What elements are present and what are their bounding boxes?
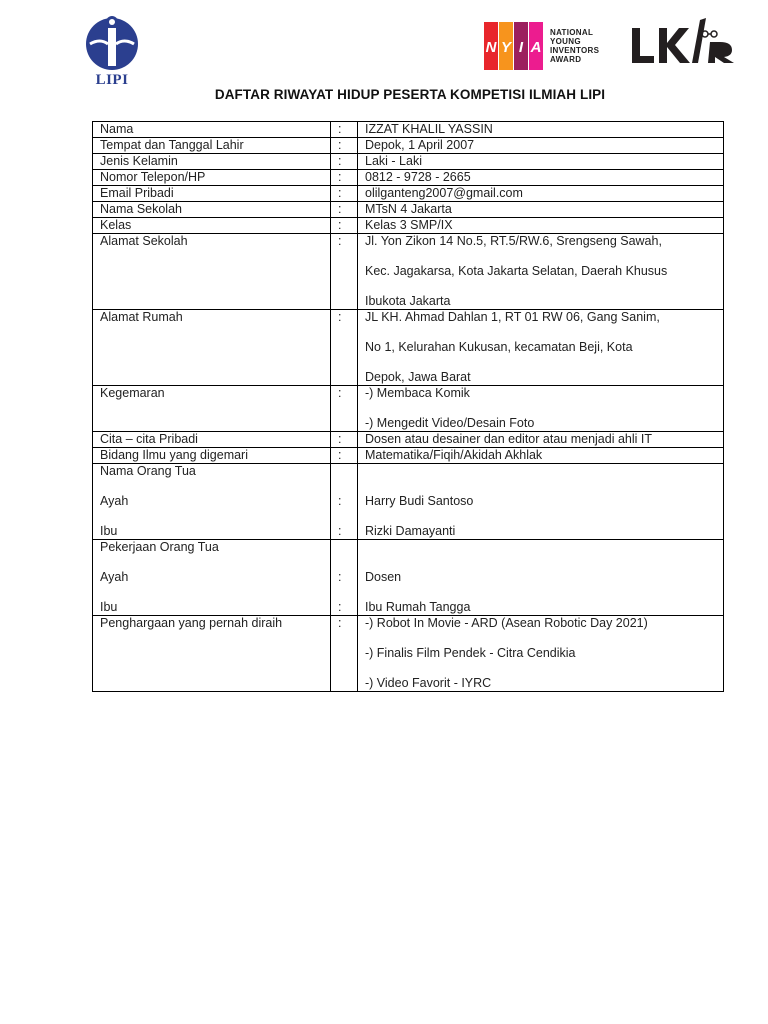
colon-separator: : <box>338 616 342 630</box>
nyia-line-2: YOUNG <box>550 37 581 46</box>
table-row <box>93 448 724 464</box>
colon-separator: : <box>338 600 342 614</box>
field-label-cell <box>93 154 331 170</box>
colon-separator: : <box>338 202 342 216</box>
document-title: DAFTAR RIWAYAT HIDUP PESERTA KOMPETISI ILMIAH LIPI <box>214 87 606 102</box>
colon-separator: : <box>338 310 342 324</box>
field-value-cell <box>358 170 724 186</box>
colon-separator-cell <box>331 154 358 170</box>
colon-separator-cell <box>331 138 358 154</box>
colon-separator <box>338 464 357 479</box>
field-value: Rizki Damayanti <box>365 524 456 538</box>
field-value: -) Video Favorit - IYRC <box>365 676 492 690</box>
field-value-cell <box>358 234 724 310</box>
table-row <box>93 122 724 138</box>
colon-separator-cell <box>331 310 358 386</box>
table-row <box>93 432 724 448</box>
field-value-cell <box>358 154 724 170</box>
field-value: -) Robot In Movie - ARD (Asean Robotic Day 2021) <box>365 616 648 630</box>
field-label-cell <box>93 386 331 432</box>
colon-separator-cell <box>331 234 358 310</box>
field-value: Depok, 1 April 2007 <box>365 138 475 152</box>
field-label-cell <box>93 170 331 186</box>
field-value: olilganteng2007@gmail.com <box>365 186 523 200</box>
field-label: Ayah <box>100 494 129 508</box>
field-label-cell <box>93 432 331 448</box>
lipi-logo <box>82 14 142 92</box>
field-value: -) Membaca Komik <box>365 386 470 400</box>
colon-separator: : <box>338 386 342 400</box>
table-row <box>93 464 724 540</box>
field-value-cell <box>358 616 724 692</box>
field-label: Alamat Rumah <box>100 310 183 324</box>
colon-separator-cell <box>331 170 358 186</box>
nyia-line-1: NATIONAL <box>550 28 594 37</box>
field-value: Harry Budi Santoso <box>365 494 474 508</box>
colon-separator-cell <box>331 616 358 692</box>
table-row <box>93 616 724 692</box>
field-value-cell <box>358 122 724 138</box>
biodata-table <box>92 121 724 692</box>
field-value-cell <box>358 386 724 432</box>
nyia-letter-3: I <box>518 39 524 56</box>
field-label-cell <box>93 122 331 138</box>
field-label: Kegemaran <box>100 386 165 400</box>
nyia-letter-4: A <box>530 39 542 56</box>
colon-separator: : <box>338 570 342 584</box>
field-label-cell <box>93 310 331 386</box>
field-label: Nama Orang Tua <box>100 464 196 478</box>
colon-separator: : <box>338 494 342 508</box>
table-row <box>93 138 724 154</box>
field-label: Cita – cita Pribadi <box>100 432 198 446</box>
field-label-cell <box>93 540 331 616</box>
field-label-cell <box>93 138 331 154</box>
field-value: Jl. Yon Zikon 14 No.5, RT.5/RW.6, Srengseng Sawah, <box>365 234 662 248</box>
field-value-cell <box>358 218 724 234</box>
colon-separator-cell <box>331 432 358 448</box>
colon-separator: : <box>338 218 342 232</box>
field-value: Ibukota Jakarta <box>365 294 451 308</box>
lipi-logo-text: LIPI <box>95 72 129 88</box>
table-row <box>93 218 724 234</box>
field-label: Bidang Ilmu yang digemari <box>100 448 248 462</box>
table-row <box>93 170 724 186</box>
field-label-cell <box>93 218 331 234</box>
field-label: Ayah <box>100 570 129 584</box>
table-row <box>93 186 724 202</box>
colon-separator-cell <box>331 540 358 616</box>
colon-separator-cell <box>331 464 358 540</box>
lkir-logo <box>628 18 738 70</box>
colon-separator-cell <box>331 386 358 432</box>
field-value: Depok, Jawa Barat <box>365 370 471 384</box>
colon-separator: : <box>338 524 342 538</box>
field-label: Kelas <box>100 218 132 232</box>
nyia-line-4: AWARD <box>550 55 582 64</box>
field-label: Jenis Kelamin <box>100 154 178 168</box>
table-row <box>93 154 724 170</box>
field-value: Kec. Jagakarsa, Kota Jakarta Selatan, Daerah Khusus <box>365 264 668 278</box>
field-value <box>365 464 723 479</box>
field-value: Dosen <box>365 570 402 584</box>
colon-separator: : <box>338 170 342 184</box>
colon-separator: : <box>338 154 342 168</box>
field-label-cell <box>93 186 331 202</box>
field-value-cell <box>358 138 724 154</box>
colon-separator: : <box>338 186 342 200</box>
nyia-blocks-icon <box>484 22 548 70</box>
field-label: Email Pribadi <box>100 186 174 200</box>
colon-separator-cell <box>331 448 358 464</box>
nyia-award-text <box>550 28 599 64</box>
field-value: Ibu Rumah Tangga <box>365 600 471 614</box>
table-row <box>93 540 724 616</box>
colon-separator-cell <box>331 218 358 234</box>
field-label: Ibu <box>100 600 118 614</box>
field-value: Laki - Laki <box>365 154 422 168</box>
colon-separator <box>338 540 357 555</box>
field-label: Alamat Sekolah <box>100 234 188 248</box>
field-value-cell <box>358 186 724 202</box>
colon-separator: : <box>338 234 342 248</box>
field-label: Nama <box>100 122 134 136</box>
field-value-cell <box>358 202 724 218</box>
colon-separator-cell <box>331 202 358 218</box>
lipi-emblem-icon <box>82 14 142 72</box>
table-row <box>93 386 724 432</box>
colon-separator-cell <box>331 186 358 202</box>
field-label-cell <box>93 234 331 310</box>
field-label-cell <box>93 616 331 692</box>
field-value: Kelas 3 SMP/IX <box>365 218 453 232</box>
field-value: Dosen atau desainer dan editor atau menjadi ahli IT <box>365 432 652 446</box>
table-row <box>93 234 724 310</box>
field-value: No 1, Kelurahan Kukusan, kecamatan Beji, Kota <box>365 340 633 354</box>
colon-separator: : <box>338 122 342 136</box>
field-value-cell <box>358 448 724 464</box>
field-label: Ibu <box>100 524 118 538</box>
lkir-logo-icon <box>628 18 738 70</box>
field-label: Nama Sekolah <box>100 202 182 216</box>
nyia-logo <box>484 22 614 70</box>
field-value: JL KH. Ahmad Dahlan 1, RT 01 RW 06, Gang Sanim, <box>365 310 660 324</box>
field-value: -) Finalis Film Pendek - Citra Cendikia <box>365 646 576 660</box>
colon-separator-cell <box>331 122 358 138</box>
field-label: Penghargaan yang pernah diraih <box>100 616 283 630</box>
nyia-letter-2: Y <box>500 39 512 56</box>
nyia-line-3: INVENTORS <box>550 46 600 55</box>
field-label: Nomor Telepon/HP <box>100 170 206 184</box>
field-value: Matematika/Fiqih/Akidah Akhlak <box>365 448 543 462</box>
field-value-cell <box>358 464 724 540</box>
field-value-cell <box>358 540 724 616</box>
field-value: MTsN 4 Jakarta <box>365 202 452 216</box>
field-label: Pekerjaan Orang Tua <box>100 540 219 554</box>
colon-separator: : <box>338 432 342 446</box>
colon-separator: : <box>338 448 342 462</box>
field-value: -) Mengedit Video/Desain Foto <box>365 416 535 430</box>
nyia-letter-1: N <box>485 39 497 56</box>
table-row <box>93 202 724 218</box>
field-label: Tempat dan Tanggal Lahir <box>100 138 244 152</box>
field-value: 0812 - 9728 - 2665 <box>365 170 471 184</box>
colon-separator: : <box>338 138 342 152</box>
field-value-cell <box>358 432 724 448</box>
field-value: IZZAT KHALIL YASSIN <box>365 122 493 136</box>
field-label-cell <box>93 202 331 218</box>
field-label-cell <box>93 464 331 540</box>
table-row <box>93 310 724 386</box>
field-value-cell <box>358 310 724 386</box>
field-label-cell <box>93 448 331 464</box>
field-value <box>365 540 723 555</box>
